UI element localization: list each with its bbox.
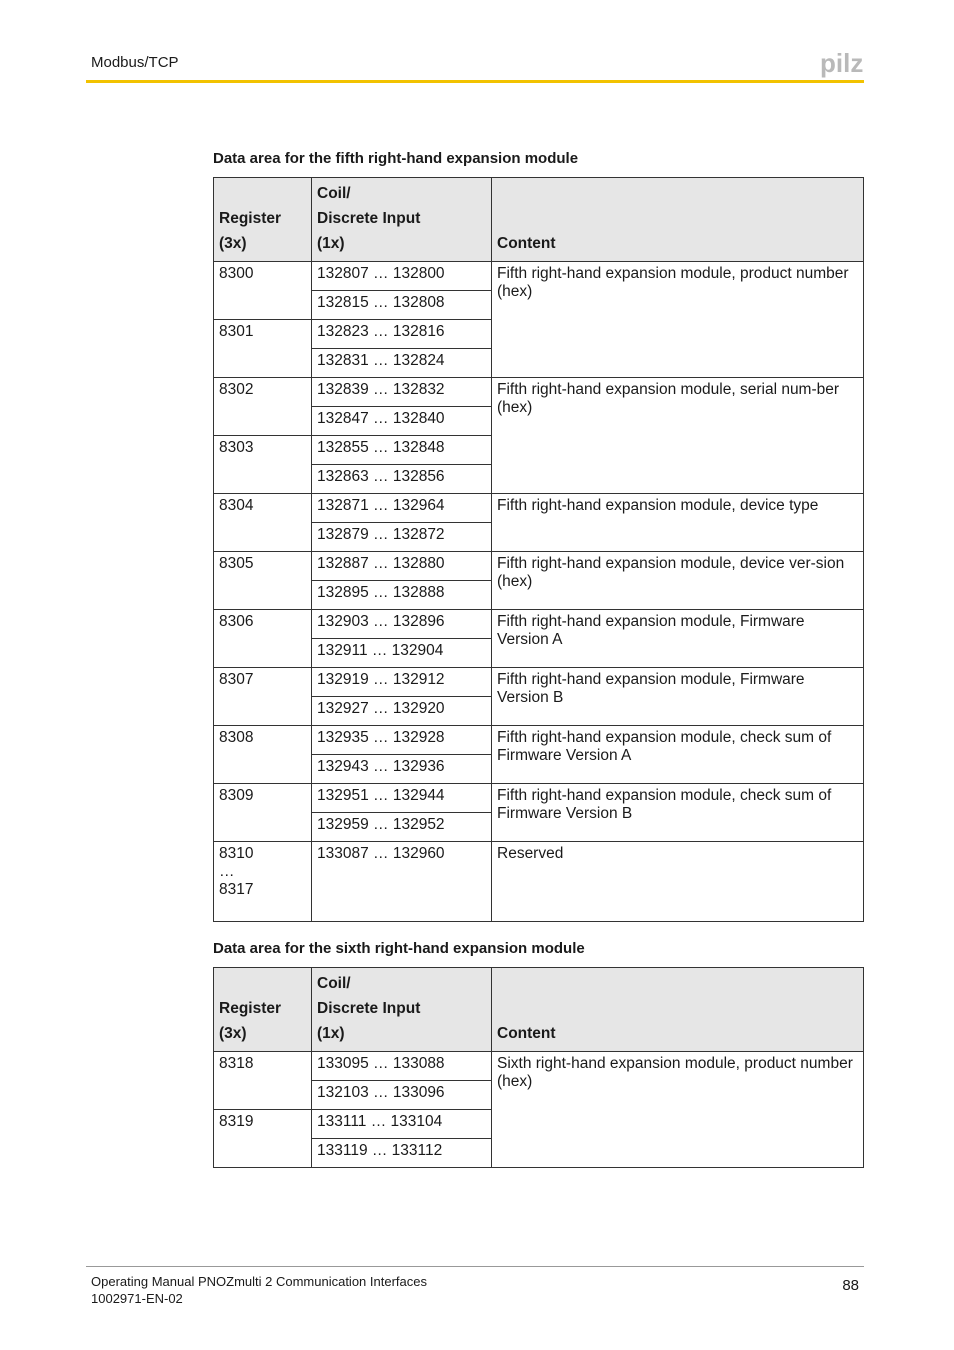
header-accent-rule xyxy=(86,80,864,83)
section-title-sixth: Data area for the sixth right-hand expansion module xyxy=(213,940,585,957)
table-row-reserved xyxy=(214,842,864,922)
footer-manual-title: Operating Manual PNOZmulti 2 Communication Interfaces xyxy=(91,1274,427,1289)
coil-cell: 132911 … 132904 xyxy=(312,639,492,668)
coil-cell: 132807 … 132800 xyxy=(312,262,492,291)
coil-cell: 133087 … 132960 xyxy=(312,842,492,922)
table-row xyxy=(214,378,864,407)
register-cell: 8318 xyxy=(214,1052,312,1110)
header-coil: Coil/ Discrete Input (1x) xyxy=(312,178,492,262)
table-row xyxy=(214,784,864,813)
coil-cell: 133111 … 133104 xyxy=(312,1110,492,1139)
coil-cell: 132887 … 132880 xyxy=(312,552,492,581)
svg-text:pilz: pilz xyxy=(820,50,864,78)
coil-cell: 132951 … 132944 xyxy=(312,784,492,813)
register-cell: 8300 xyxy=(214,262,312,320)
coil-cell: 133119 … 133112 xyxy=(312,1139,492,1168)
table-header-row xyxy=(214,178,864,262)
footer-rule xyxy=(86,1266,864,1267)
coil-cell: 132871 … 132964 xyxy=(312,494,492,523)
register-cell: 8303 xyxy=(214,436,312,494)
header-coil: Coil/ Discrete Input (1x) xyxy=(312,968,492,1052)
table-row xyxy=(214,668,864,697)
table-row xyxy=(214,262,864,291)
register-table-sixth xyxy=(213,967,864,1168)
coil-cell: 132935 … 132928 xyxy=(312,726,492,755)
pilz-logo-icon xyxy=(820,50,864,78)
header-register: Register (3x) xyxy=(214,968,312,1052)
table-row xyxy=(214,1052,864,1081)
coil-cell: 132863 … 132856 xyxy=(312,465,492,494)
content-cell: Reserved xyxy=(492,842,864,922)
register-cell: 8302 xyxy=(214,378,312,436)
section-title-fifth: Data area for the fifth right-hand expansion module xyxy=(213,150,579,167)
coil-cell: 132839 … 132832 xyxy=(312,378,492,407)
table-row xyxy=(214,726,864,755)
register-cell: 8306 xyxy=(214,610,312,668)
content-cell: Fifth right-hand expansion module, check sum of Firmware Version A xyxy=(492,726,864,784)
coil-cell: 132959 … 132952 xyxy=(312,813,492,842)
content-cell: Fifth right-hand expansion module, device ver-sion (hex) xyxy=(492,552,864,610)
coil-cell: 132927 … 132920 xyxy=(312,697,492,726)
table-header-row xyxy=(214,968,864,1052)
coil-cell: 132903 … 132896 xyxy=(312,610,492,639)
coil-cell: 132919 … 132912 xyxy=(312,668,492,697)
coil-cell: 132831 … 132824 xyxy=(312,349,492,378)
register-cell: 8305 xyxy=(214,552,312,610)
footer-doc-number: 1002971-EN-02 xyxy=(91,1291,183,1306)
register-cell: 8301 xyxy=(214,320,312,378)
coil-cell: 133095 … 133088 xyxy=(312,1052,492,1081)
content-cell: Fifth right-hand expansion module, Firmware Version B xyxy=(492,668,864,726)
coil-cell: 132895 … 132888 xyxy=(312,581,492,610)
content-cell: Fifth right-hand expansion module, serial num-ber (hex) xyxy=(492,378,864,494)
header-content: Content xyxy=(492,178,864,262)
coil-cell: 132103 … 133096 xyxy=(312,1081,492,1110)
content-cell: Fifth right-hand expansion module, product number (hex) xyxy=(492,262,864,378)
register-table-fifth xyxy=(213,177,864,922)
coil-cell: 132823 … 132816 xyxy=(312,320,492,349)
header-title: Modbus/TCP xyxy=(91,54,179,71)
coil-cell: 132943 … 132936 xyxy=(312,755,492,784)
register-cell: 8319 xyxy=(214,1110,312,1168)
register-cell: 8307 xyxy=(214,668,312,726)
content-cell: Fifth right-hand expansion module, Firmware Version A xyxy=(492,610,864,668)
coil-cell: 132815 … 132808 xyxy=(312,291,492,320)
coil-cell: 132855 … 132848 xyxy=(312,436,492,465)
table-row xyxy=(214,494,864,523)
table-row xyxy=(214,552,864,581)
register-cell: 8304 xyxy=(214,494,312,552)
coil-cell: 132847 … 132840 xyxy=(312,407,492,436)
content-cell: Fifth right-hand expansion module, device type xyxy=(492,494,864,552)
footer-text xyxy=(91,1273,427,1307)
table-row xyxy=(214,610,864,639)
content-cell: Fifth right-hand expansion module, check sum of Firmware Version B xyxy=(492,784,864,842)
header-register: Register (3x) xyxy=(214,178,312,262)
register-cell: 8310 … 8317 xyxy=(214,842,312,922)
content-cell: Sixth right-hand expansion module, product number (hex) xyxy=(492,1052,864,1168)
register-cell: 8308 xyxy=(214,726,312,784)
register-cell: 8309 xyxy=(214,784,312,842)
page-number: 88 xyxy=(842,1277,859,1294)
coil-cell: 132879 … 132872 xyxy=(312,523,492,552)
header-content: Content xyxy=(492,968,864,1052)
